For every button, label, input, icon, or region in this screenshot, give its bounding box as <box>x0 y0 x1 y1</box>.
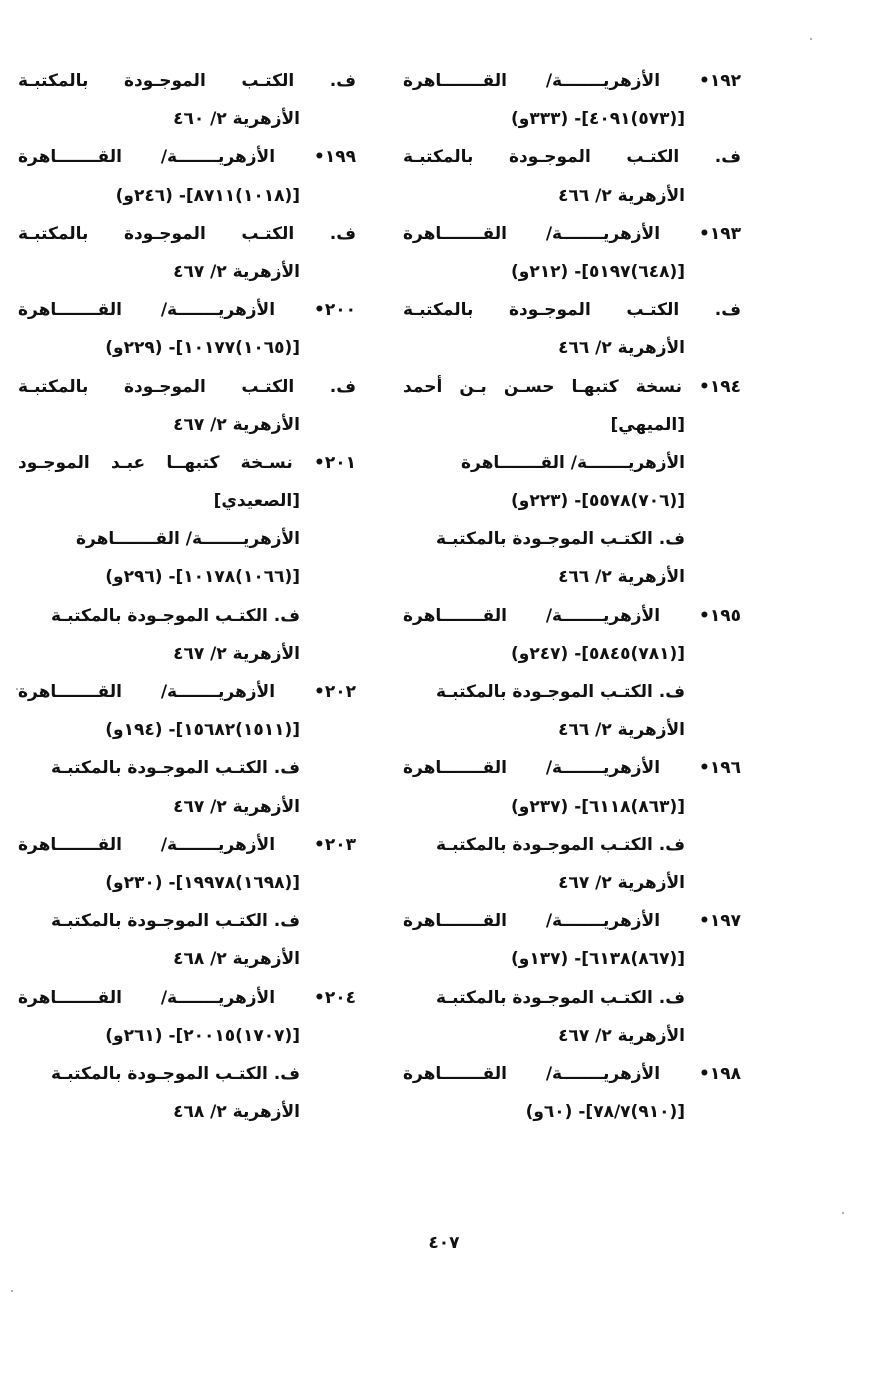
left-column-line: [(١٧٠٧)٢٠٠١٥]- (٢٦١و) <box>105 1025 300 1046</box>
left-column <box>18 62 356 1131</box>
right-column-line: [(٩١٠)٧٨/٧]- (٦٠و) <box>525 1102 685 1123</box>
left-column-line: الأزهريـــــــة/ القـــــــاهرة <box>75 529 300 550</box>
right-column-line: [(٨٦٧)٦١٣٨]- (١٣٧و) <box>511 949 685 970</box>
right-column-line: ف. الكتـب الموجـودة بالمكتبـة <box>436 834 685 855</box>
left-column-line: ف. الكتـب الموجـودة بالمكتبـة <box>51 1063 300 1084</box>
right-column-line: ١٩٧• الأزهريـــــــة/ القـــــــاهرة <box>403 911 741 932</box>
scan-speck <box>842 1212 844 1214</box>
right-column-line: ١٩٦• الأزهريـــــــة/ القـــــــاهرة <box>403 758 741 779</box>
left-column-line: الأزهرية ٢/ ٤٦٧ <box>173 414 300 435</box>
left-column-line: ٢٠٤• الأزهريـــــــة/ القـــــــاهرة <box>18 987 356 1008</box>
left-column-line: ١٩٩• الأزهريـــــــة/ القـــــــاهرة <box>18 147 356 168</box>
scan-speck <box>11 1290 13 1292</box>
scan-speck <box>16 688 18 690</box>
right-column-line: الأزهرية ٢/ ٤٦٦ <box>558 185 685 206</box>
left-column-line: ٢٠٠• الأزهريـــــــة/ القـــــــاهرة <box>18 300 356 321</box>
left-column-line: [(١٦٩٨)١٩٩٧٨]- (٢٣٠و) <box>105 872 300 893</box>
left-column-line: ف. الكتـب الموجـودة بالمكتبـة <box>18 376 356 397</box>
right-column <box>403 62 741 1131</box>
left-column-line: ف. الكتـب الموجـودة بالمكتبـة <box>51 605 300 626</box>
left-column-line: الأزهرية ٢/ ٤٦٠ <box>173 109 300 130</box>
right-column-line: ١٩٥• الأزهريـــــــة/ القـــــــاهرة <box>403 605 741 626</box>
right-column-line: ف. الكتـب الموجـودة بالمكتبـة <box>403 147 741 168</box>
right-column-line: [(٧٠٦)٥٥٧٨]- (٢٢٣و) <box>511 491 685 512</box>
left-column-line: الأزهرية ٢/ ٤٦٧ <box>173 261 300 282</box>
right-column-line: [(٦٤٨)٥١٩٧]- (٢١٢و) <box>511 261 685 282</box>
right-column-line: ف. الكتـب الموجـودة بالمكتبـة <box>403 300 741 321</box>
left-column-line: [(١٥١١)١٥٦٨٢]- (١٩٤و) <box>105 720 300 741</box>
right-column-line: [الميهي] <box>610 414 685 435</box>
right-column-line: ف. الكتـب الموجـودة بالمكتبـة <box>436 682 685 702</box>
right-column-line: [(٧٨١)٥٨٤٥]- (٢٤٧و) <box>511 643 685 664</box>
right-column-line: ١٩٣• الأزهريـــــــة/ القـــــــاهرة <box>403 223 741 244</box>
right-column-line: [(٥٧٣)٤٠٩١]- (٣٣٣و) <box>511 109 685 130</box>
right-column-line: ف. الكتـب الموجـودة بالمكتبـة <box>436 987 685 1008</box>
right-column-line: الأزهرية ٢/ ٤٦٦ <box>558 567 685 588</box>
left-column-line: [الصعيدي] <box>213 491 300 512</box>
left-column-line: ٢٠٢• الأزهريـــــــة/ القـــــــاهرة <box>18 682 356 702</box>
right-column-line: الأزهريـــــــة/ القـــــــاهرة <box>460 452 685 473</box>
left-column-line: ف. الكتـب الموجـودة بالمكتبـة <box>51 911 300 932</box>
scan-speck <box>810 38 812 40</box>
left-column-line: [(١٠١٨)٨٧١١]- (٢٤٦و) <box>115 185 300 206</box>
right-column-line: الأزهرية ٢/ ٤٦٧ <box>558 1025 685 1046</box>
left-column-line: ف. الكتـب الموجـودة بالمكتبـة <box>51 758 300 779</box>
right-column-line: ١٩٢• الأزهريـــــــة/ القـــــــاهرة <box>403 71 741 91</box>
left-column-line: ٢٠٣• الأزهريـــــــة/ القـــــــاهرة <box>18 834 356 855</box>
right-column-line: ١٩٨• الأزهريـــــــة/ القـــــــاهرة <box>403 1063 741 1084</box>
left-column-line: [(١٠٦٦)١٠١٧٨]- (٢٩٦و) <box>105 567 300 588</box>
page-number: ٤٠٧ <box>428 1233 460 1253</box>
left-column-line: ٢٠١• نسـخة كتبهــا عبـد الموجـود <box>18 452 356 473</box>
right-column-line: [(٨٦٣)٦١١٨]- (٢٣٧و) <box>511 796 685 817</box>
left-column-line: [(١٠٦٥)١٠١٧٧]- (٢٢٩و) <box>105 338 300 359</box>
left-column-line: الأزهرية ٢/ ٤٦٧ <box>173 643 300 664</box>
left-column-line: ف. الكتـب الموجـودة بالمكتبـة <box>18 223 356 244</box>
left-column-line: ف. الكتـب الموجـودة بالمكتبـة <box>18 71 356 91</box>
left-column-line: الأزهرية ٢/ ٤٦٨ <box>173 949 300 970</box>
right-column-line: ١٩٤• نسخة كتبهـا حسـن بـن أحمد <box>403 376 741 397</box>
right-column-line: الأزهرية ٢/ ٤٦٧ <box>558 872 685 893</box>
left-column-line: الأزهرية ٢/ ٤٦٧ <box>173 796 300 817</box>
left-column-line: الأزهرية ٢/ ٤٦٨ <box>173 1102 300 1123</box>
right-column-line: ف. الكتـب الموجـودة بالمكتبـة <box>436 529 685 550</box>
right-column-line: الأزهرية ٢/ ٤٦٦ <box>558 720 685 741</box>
right-column-line: الأزهرية ٢/ ٤٦٦ <box>558 338 685 359</box>
